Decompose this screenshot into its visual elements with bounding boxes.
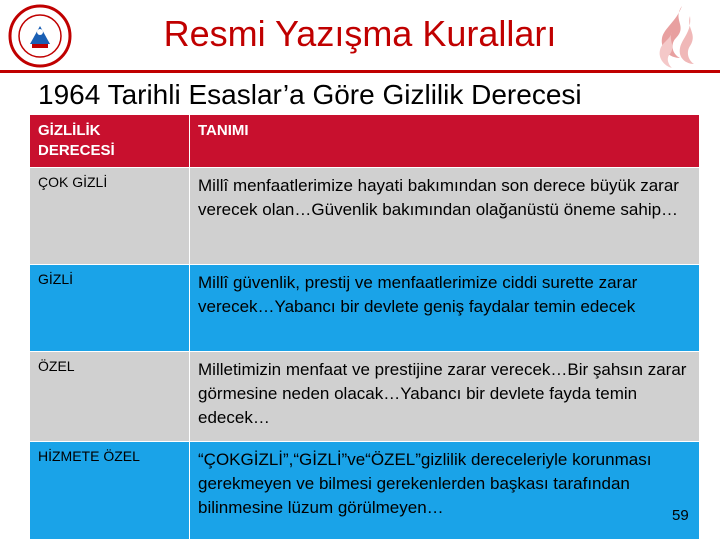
- table-row: [30, 168, 700, 265]
- row-category: ÇOK GİZLİ: [30, 168, 190, 265]
- column-header-degree: GİZLİLİK DERECESİ: [30, 115, 190, 168]
- row-category: HİZMETE ÖZEL: [30, 442, 190, 540]
- row-definition: Millî menfaatlerimize hayati bakımından son derece büyük zarar verecek olan…Güvenlik bakımından olağanüstü öneme sahip…: [190, 168, 700, 265]
- page-subtitle: 1964 Tarihli Esaslar’a Göre Gizlilik Derecesi: [38, 79, 582, 110]
- row-definition: Millî güvenlik, prestij ve menfaatlerimize ciddi surette zarar verecek…Yabancı bir devlete geniş faydalar temin edecek: [190, 265, 700, 352]
- row-category: ÖZEL: [30, 352, 190, 441]
- table-row: [30, 352, 700, 441]
- table-header-row: [30, 115, 700, 168]
- table-row: [30, 442, 700, 540]
- header-divider: [0, 70, 720, 73]
- page-title: Resmi Yazışma Kuralları: [163, 13, 557, 54]
- row-definition: “ÇOKGİZLİ”,“GİZLİ”ve“ÖZEL”gizlilik dereceleriyle korunması gerekmeyen ve bilmesi gerekenlerden başkası tarafından bilinmesine lüzum görülmeyen…: [190, 442, 700, 540]
- row-definition: Milletimizin menfaat ve prestijine zarar verecek…Bir şahsın zarar görmesine neden olacak…Yabancı bir devlete fayda temin edecek…: [190, 352, 700, 441]
- column-header-definition: TANIMI: [190, 115, 700, 168]
- classification-table: [30, 115, 700, 540]
- row-category: GİZLİ: [30, 265, 190, 352]
- table-row: [30, 265, 700, 352]
- page-number: 59: [672, 507, 689, 524]
